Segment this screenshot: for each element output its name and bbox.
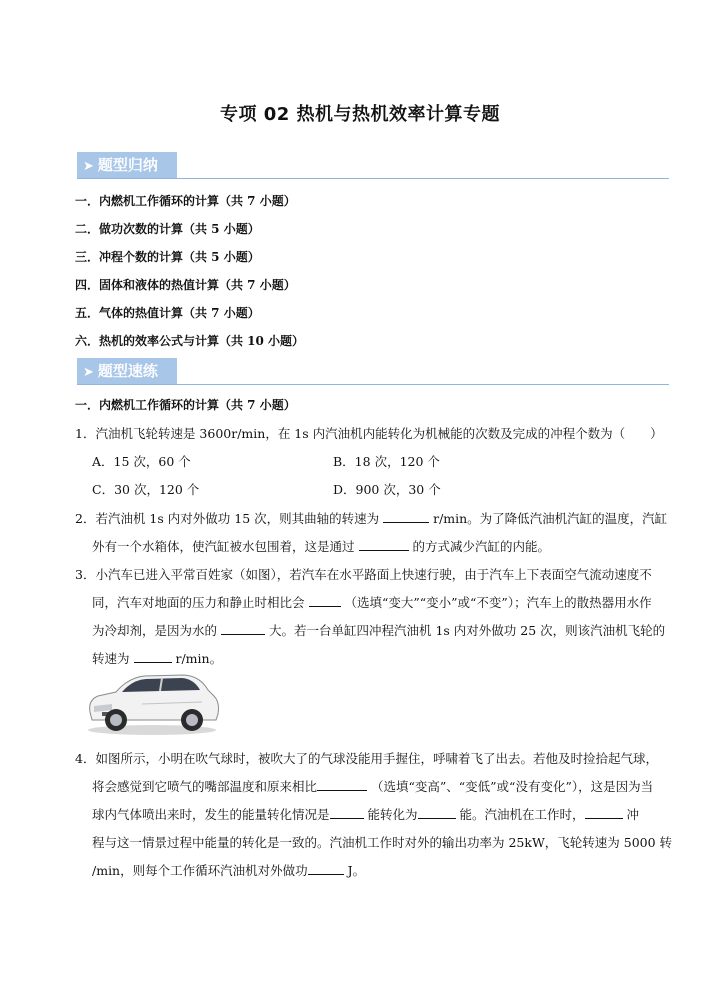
- answer-blank[interactable]: [309, 593, 341, 607]
- answer-blank[interactable]: [221, 621, 265, 635]
- option-c[interactable]: C．30 次，120 个: [92, 482, 200, 497]
- question-3-line-2: [92, 593, 652, 611]
- toc-item[interactable]: 三．冲程个数的计算（共 5 小题）: [75, 250, 260, 264]
- question-4-line-3: [92, 805, 639, 823]
- question-3-line-3: [92, 621, 665, 639]
- text: 能。汽油机在工作时，: [459, 807, 585, 822]
- option-a[interactable]: A．15 次，60 个: [92, 454, 191, 469]
- answer-blank[interactable]: [383, 509, 429, 523]
- toc-item[interactable]: 六．热机的效率公式与计算（共 10 小题）: [75, 334, 305, 348]
- question-3-line-1: 3．小汽车已进入平常百姓家（如图），若汽车在水平路面上快速行驶，由于汽车上下表面空气流动速度不: [75, 567, 652, 582]
- question-4-line-5: [92, 861, 365, 879]
- question-1-stem: 1．汽油机飞轮转速是 3600r/min，在 1s 内汽油机内能转化为机械能的次数及完成的冲程个数为（ ）: [75, 426, 663, 441]
- toc-item[interactable]: 四．固体和液体的热值计算（共 7 小题）: [75, 278, 296, 292]
- text: J。: [347, 863, 366, 878]
- toc-item[interactable]: 一．内燃机工作循环的计算（共 7 小题）: [75, 194, 296, 208]
- answer-blank[interactable]: [317, 777, 367, 791]
- text: 冲: [626, 807, 640, 822]
- answer-blank[interactable]: [359, 537, 409, 551]
- question-2-line-1: [75, 509, 667, 527]
- text: （选填“变大”“变小”或“不变”）；汽车上的散热器用水作: [344, 595, 652, 610]
- toc-item[interactable]: 二．做功次数的计算（共 5 小题）: [75, 222, 260, 236]
- question-4-line-4: 程与这一情景过程中能量的转化是一致的。汽油机工作时对外的输出功率为 25kW，飞轮转速为 5000 转: [92, 835, 673, 850]
- section-header-practice: [77, 358, 669, 385]
- arrow-right-icon: ➤: [83, 365, 94, 380]
- section-tab: [77, 358, 177, 384]
- answer-blank[interactable]: [134, 649, 172, 663]
- arrow-right-icon: ➤: [83, 159, 94, 174]
- text: （选填“变高”、“变低”或“没有变化”），这是因为当: [371, 779, 654, 794]
- question-4-line-1: 4．如图所示，小明在吹气球时，被吹大了的气球没能用手握住，呼啸着飞了出去。若他及时捡拾起气球，: [75, 751, 658, 766]
- page-title: 专项 02 热机与热机效率计算专题: [219, 104, 501, 125]
- section-header-summary: [77, 152, 669, 179]
- answer-blank[interactable]: [330, 805, 364, 819]
- text: 的方式减少汽缸的内能。: [412, 539, 550, 554]
- text: /min，则每个工作循环汽油机对外做功: [92, 863, 308, 878]
- section-label: 题型归纳: [97, 156, 158, 174]
- text: 大。若一台单缸四冲程汽油机 1s 内对外做功 25 次，则该汽油机飞轮的: [268, 623, 666, 638]
- text: 2．若汽油机 1s 内对外做功 15 次，则其曲轴的转速为: [75, 511, 380, 526]
- text: r/min。为了降低汽油机汽缸的温度，汽缸: [433, 511, 668, 526]
- option-b[interactable]: B．18 次，120 个: [333, 454, 440, 469]
- answer-blank[interactable]: [418, 805, 456, 819]
- section-label: 题型速练: [97, 362, 158, 380]
- text: 转速为: [92, 651, 130, 666]
- car-illustration: [82, 666, 222, 738]
- question-2-line-2: [92, 537, 550, 555]
- text: 为冷却剂，是因为水的: [92, 623, 218, 638]
- answer-blank[interactable]: [585, 805, 623, 819]
- toc-item[interactable]: 五．气体的热值计算（共 7 小题）: [75, 306, 260, 320]
- text: 球内气体喷出来时，发生的能量转化情况是: [92, 807, 330, 822]
- question-4-line-2: [92, 777, 653, 795]
- subheading: 一．内燃机工作循环的计算（共 7 小题）: [75, 398, 296, 412]
- section-tab: [77, 152, 177, 178]
- answer-blank[interactable]: [308, 861, 344, 875]
- text: 将会感觉到它喷气的嘴部温度和原来相比: [92, 779, 318, 794]
- option-d[interactable]: D．900 次，30 个: [333, 482, 441, 497]
- text: 同，汽车对地面的压力和静止时相比会: [92, 595, 305, 610]
- text: 能转化为: [367, 807, 418, 822]
- text: 外有一个水箱体，使汽缸被水包围着，这是通过: [92, 539, 355, 554]
- question-3-line-4: [92, 649, 222, 667]
- text: r/min。: [175, 651, 223, 666]
